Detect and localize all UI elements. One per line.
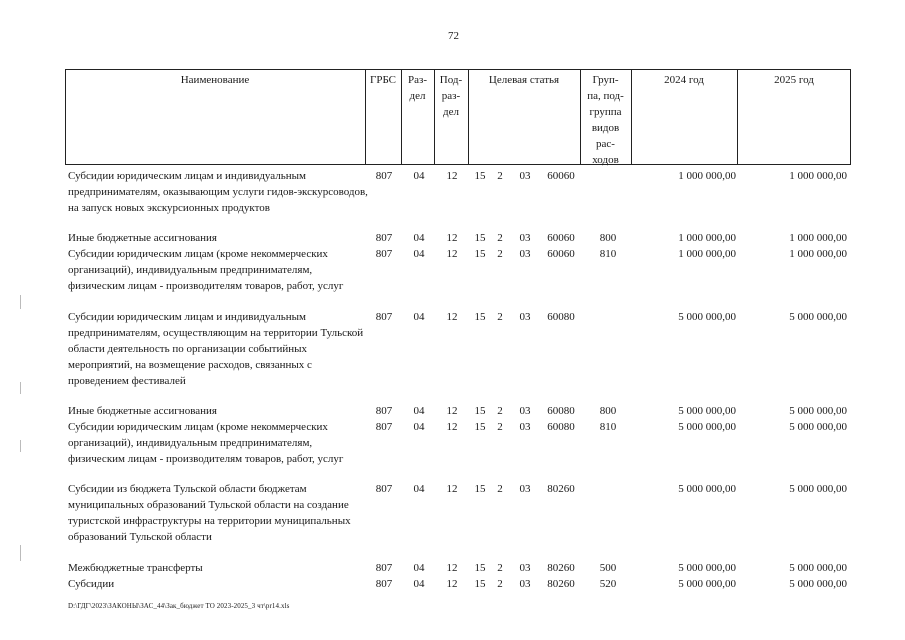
row-t1: 15 xyxy=(474,483,486,495)
row-name: Иные бюджетные ассигнования xyxy=(68,405,217,417)
row-vr: 800 xyxy=(599,405,617,417)
row-t4: 60060 xyxy=(547,170,575,182)
table-header xyxy=(65,69,851,165)
row-grbs: 807 xyxy=(375,311,393,323)
row-grbs: 807 xyxy=(375,170,393,182)
row-rz: 04 xyxy=(413,562,425,574)
row-pr: 12 xyxy=(446,248,458,260)
row-t2: 2 xyxy=(497,170,503,182)
row-pr: 12 xyxy=(446,578,458,590)
row-2024: 5 000 000,00 xyxy=(678,405,736,417)
row-grbs: 807 xyxy=(375,562,393,574)
row-t2: 2 xyxy=(497,311,503,323)
row-2025: 5 000 000,00 xyxy=(789,405,847,417)
row-t3: 03 xyxy=(519,483,531,495)
row-t3: 03 xyxy=(519,170,531,182)
row-t1: 15 xyxy=(474,578,486,590)
page-number: 72 xyxy=(448,30,459,42)
row-t4: 60080 xyxy=(547,405,575,417)
row-rz: 04 xyxy=(413,248,425,260)
row-name: Субсидии юридическим лицам (кроме некоммерческих организаций), индивидуальным предпринимателям, физическим лицам - производителям товаров, работ, услуг xyxy=(68,248,344,292)
row-name: Иные бюджетные ассигнования xyxy=(68,232,217,244)
row-t1: 15 xyxy=(474,405,486,417)
row-2024: 5 000 000,00 xyxy=(678,311,736,323)
row-t3: 03 xyxy=(519,248,531,260)
row-vr: 810 xyxy=(599,421,617,433)
row-vr: 500 xyxy=(599,562,617,574)
row-2025: 5 000 000,00 xyxy=(789,562,847,574)
header-target: Целевая статья xyxy=(488,74,560,86)
header-2024: 2024 год xyxy=(664,74,704,86)
row-rz: 04 xyxy=(413,170,425,182)
row-2024: 5 000 000,00 xyxy=(678,562,736,574)
row-pr: 12 xyxy=(446,232,458,244)
margin-mark xyxy=(20,295,21,309)
row-t3: 03 xyxy=(519,232,531,244)
header-group: Груп- па, под- группа видов рас- ходов xyxy=(587,74,624,166)
margin-mark xyxy=(20,440,21,452)
row-name: Субсидии юридическим лицам (кроме некоммерческих организаций), индивидуальным предпринимателям, физическим лицам - производителям товаров, работ, услуг xyxy=(68,421,344,465)
header-2025: 2025 год xyxy=(774,74,814,86)
row-rz: 04 xyxy=(413,405,425,417)
row-t2: 2 xyxy=(497,232,503,244)
row-t4: 80260 xyxy=(547,578,575,590)
row-pr: 12 xyxy=(446,421,458,433)
row-t1: 15 xyxy=(474,311,486,323)
row-2025: 1 000 000,00 xyxy=(789,232,847,244)
row-t3: 03 xyxy=(519,421,531,433)
row-pr: 12 xyxy=(446,562,458,574)
row-t3: 03 xyxy=(519,311,531,323)
row-grbs: 807 xyxy=(375,232,393,244)
header-podrazdel: Под- раз- дел xyxy=(439,74,463,118)
row-2024: 1 000 000,00 xyxy=(678,170,736,182)
row-2025: 5 000 000,00 xyxy=(789,578,847,590)
row-pr: 12 xyxy=(446,311,458,323)
row-t1: 15 xyxy=(474,562,486,574)
row-name: Межбюджетные трансферты xyxy=(68,562,203,574)
row-2024: 5 000 000,00 xyxy=(678,421,736,433)
row-grbs: 807 xyxy=(375,405,393,417)
row-2024: 5 000 000,00 xyxy=(678,483,736,495)
row-t3: 03 xyxy=(519,405,531,417)
row-pr: 12 xyxy=(446,170,458,182)
row-t2: 2 xyxy=(497,405,503,417)
file-path-footer: D:\ГДГ\2023\ЗАКОНЫ\ЗАС_44\Зак_бюджет ТО 2023-2025_3 чт\pr14.xls xyxy=(68,602,290,610)
row-vr: 800 xyxy=(599,232,617,244)
row-pr: 12 xyxy=(446,405,458,417)
row-2025: 1 000 000,00 xyxy=(789,170,847,182)
row-t2: 2 xyxy=(497,562,503,574)
row-t1: 15 xyxy=(474,170,486,182)
row-rz: 04 xyxy=(413,311,425,323)
row-rz: 04 xyxy=(413,578,425,590)
row-t2: 2 xyxy=(497,421,503,433)
row-rz: 04 xyxy=(413,483,425,495)
row-t4: 60060 xyxy=(547,232,575,244)
row-t4: 60080 xyxy=(547,311,575,323)
row-name: Субсидии юридическим лицам и индивидуальным предпринимателям, оказывающим услуги гидов-экскурсоводов, на запуск новых экскурсионных продуктов xyxy=(68,170,368,214)
row-t1: 15 xyxy=(474,421,486,433)
row-2024: 1 000 000,00 xyxy=(678,248,736,260)
row-grbs: 807 xyxy=(375,248,393,260)
row-grbs: 807 xyxy=(375,578,393,590)
header-razdel: Раз- дел xyxy=(407,74,427,102)
row-t1: 15 xyxy=(474,248,486,260)
row-2025: 5 000 000,00 xyxy=(789,311,847,323)
row-2025: 1 000 000,00 xyxy=(789,248,847,260)
margin-mark xyxy=(20,545,21,561)
row-t3: 03 xyxy=(519,562,531,574)
row-rz: 04 xyxy=(413,421,425,433)
row-t4: 60060 xyxy=(547,248,575,260)
header-grbs: ГРБС xyxy=(369,74,397,86)
row-t3: 03 xyxy=(519,578,531,590)
margin-mark xyxy=(20,382,21,394)
row-t4: 80260 xyxy=(547,562,575,574)
row-t4: 60080 xyxy=(547,421,575,433)
row-rz: 04 xyxy=(413,232,425,244)
row-name: Субсидии из бюджета Тульской области бюджетам муниципальных образований Тульской области на создание туристской инфраструктуры на территории муниципальных образований Тульской области xyxy=(68,483,351,543)
row-t1: 15 xyxy=(474,232,486,244)
header-name: Наименование xyxy=(180,74,250,86)
row-t4: 80260 xyxy=(547,483,575,495)
row-vr: 810 xyxy=(599,248,617,260)
row-name: Субсидии xyxy=(68,578,115,590)
row-2025: 5 000 000,00 xyxy=(789,421,847,433)
row-grbs: 807 xyxy=(375,483,393,495)
row-pr: 12 xyxy=(446,483,458,495)
row-grbs: 807 xyxy=(375,421,393,433)
row-t2: 2 xyxy=(497,248,503,260)
row-2024: 5 000 000,00 xyxy=(678,578,736,590)
row-vr: 520 xyxy=(599,578,617,590)
row-2024: 1 000 000,00 xyxy=(678,232,736,244)
row-t2: 2 xyxy=(497,578,503,590)
row-t2: 2 xyxy=(497,483,503,495)
row-name: Субсидии юридическим лицам и индивидуальным предпринимателям, осуществляющим на территории Тульской области деятельность по организации событийных мероприятий, на возмещение расходов, связанных с проведением фестивалей xyxy=(68,311,364,387)
row-2025: 5 000 000,00 xyxy=(789,483,847,495)
